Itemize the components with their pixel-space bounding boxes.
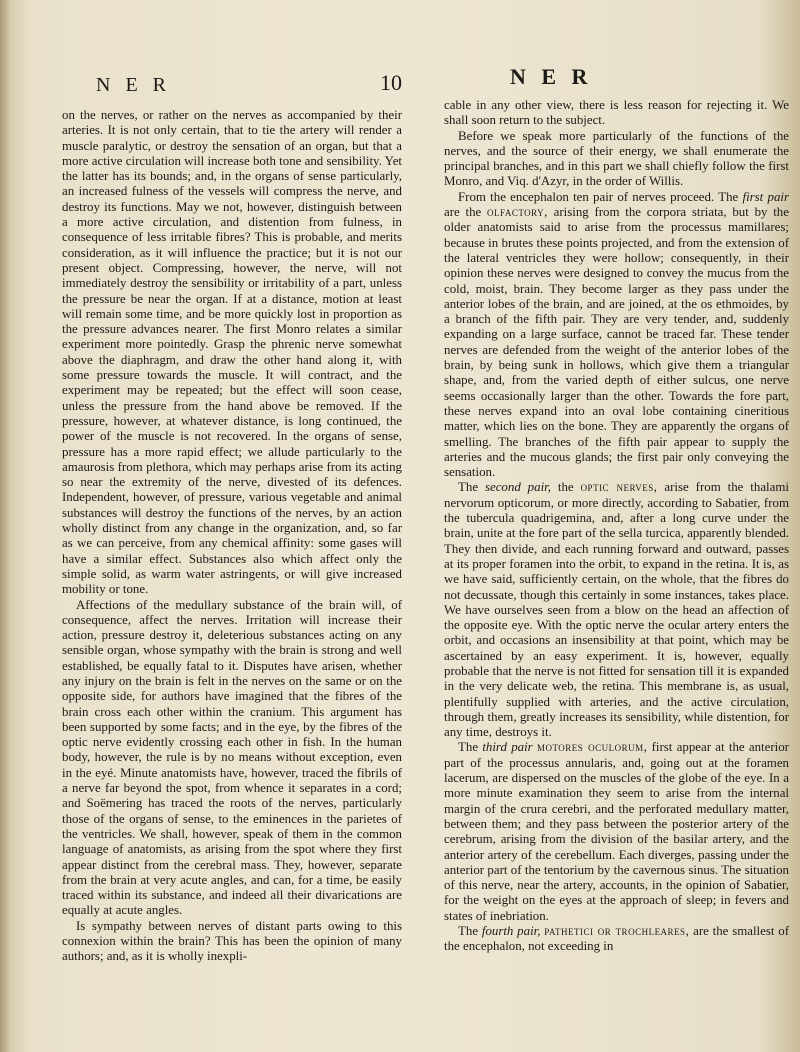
pathetici-term: pathetici or trochleares,	[544, 924, 690, 939]
olfactory-term: olfactory,	[486, 205, 548, 220]
fourth-pair-label: fourth pair,	[481, 924, 541, 939]
text-run: first appear at the anterior part of the processus annularis, and, going out at the foramen lacerum, are dispersed on the muscles of the globe of the eye. In a more minute examination they seem to arise from the internal margin of the crura cerebri, and the perforated medullary matter, between them; and they pass between the posterior artery of the cerebrum, arising from the division of the basilar artery, and the anterior artery of the cerebellum. Each diverges, passing under the anterior part of the tentorium by the cavernous sinus. The situation of this nerve, near the artery, accounts, in the opinion of Sabatier, for the weight on the eyes at the approach of sleep; in fevers and states of inebriation.	[444, 740, 789, 923]
running-header	[0, 62, 800, 102]
text-run: The	[458, 740, 479, 755]
right-paragraph-olfactory	[444, 190, 789, 481]
motores-term: motores oculorum,	[536, 740, 648, 755]
second-pair-label: second pair,	[484, 480, 551, 495]
text-run: arise from the thalami nervorum opticorum, or more directly, according to Sabatier, from the tubercula quadrigemina, and, after a long curve under the brain, unite at the fore part of the sella turcica, apparently blended. They then divide, and each running forward and outward, passes at its proper foramen into the orbit, to expand in the retina. It is, as we have said, sufficiently certain, on the whole, that the fibres do not decussate, though this certainly in some instances, takes place. We have ourselves seen from a blow on the head an affection of the opposite eye. With the optic nerve the ocular artery enters the orbit, and occasions an insensibility at that point, which may be ascertained by an easy experiment. It is, however, equally probable that the nerve is not fitted for sensation till it is expanded in the very delicate web, the retina. This membrane is, as usual, plentifully supplied with arteries, and the active circulation, through them, greatly increases its sensibility, while distention, for any time, destroys it.	[444, 480, 789, 740]
text-run: arising from the corpora striata, but by the older anatomists said to arise from the processus mamillares; because in brutes these points projected, and from the extension of the lateral ventricles they were hollow; consequently, in their opinion these nerves were designed to convey the mucus from the cold, moist, brain. They become larger as they pass under the anterior lobes of the brain, and are joined, at the os ethmoides, by a branch of the fifth pair. They are very tender, and, suddenly expanding on a large surface, cannot be traced far. These tender nerves are defended from the weight of the anterior lobes of the brain, by being sunk in hollows, which give them a triangular shape, and, from the varied depth of either sulcus, one nerve seems occasionally larger than the other. Towards the fore part, these nerves expand into an oval lobe containing cineritious matter, which lies on the bone. They are apparently the organs of smelling. The branches of the fifth pair appear to supply the arteries and the mucous glands; the first pair only conveying the sensation.	[444, 205, 789, 480]
text-run: The	[458, 924, 479, 939]
right-paragraph-1: cable in any other view, there is less reason for rejecting it. We shall soon return to the subject.	[444, 98, 789, 128]
right-paragraph-fourth-pair	[444, 924, 789, 955]
text-run: are the smallest of the encephalon, not exceeding in	[444, 924, 789, 954]
header-right-title: N E R	[510, 64, 593, 89]
right-column	[444, 98, 789, 955]
header-left-title: N E R	[96, 74, 171, 96]
text-run: The	[458, 480, 479, 495]
left-column	[62, 108, 402, 965]
third-pair-label: third pair	[482, 740, 533, 755]
left-paragraph-1: on the nerves, or rather on the nerves as accompanied by their arteries. It is not only certain, that to tie the artery will render a muscle paralytic, or destroy the sensation of an organ, but that a more active circulation will increase both tone and sensibility. Yet the latter has its bounds; and, in the organs of sense particularly, an increased fulness of the vessels will compress the nerve, and destroy its functions. May we not, however, distinguish between a more active circulation, and distention from fulness, in consequence of less irritable fibres? This is probable, and merits consideration, as it will influence the practice; but it is not our present object. Compressing, however, the nerve, will not immediately destroy the sensibility or irritability of a part, unless the pressure be near the organ. If at a distance, motion at least will remain some time, and be more quickly lost in proportion as the pressure advances nearer. The first Monro relates a similar experiment more pointedly. Grasp the phrenic nerve somewhat above the diaphragm, and draw the other hand along it, with some pressure towards the muscle. It will contract, and the experiment may be repeated; but the effect will soon cease, unless the pressure from the hand above be removed. If the pressure, however, at whatever distance, is long continued, the power of the muscle is not recovered. In the organs of sense, pressure has a more rapid effect; we allude particularly to the amaurosis from plethora, which may perhaps arise from its acting so near the extremity of the nerve, divested of its defences. Independent, however, of pressure, various vegetable and animal substances will destroy the functions of the nerves, by an action wholly distinct from any change in the organization, and, so far as we can perceive, from any chemical affinity: some gases will have a similar effect. Substances also which affect only the simple solid, as warm water astringents, or will give increased mobility or tone.	[62, 108, 402, 597]
right-paragraph-optic	[444, 480, 789, 740]
right-paragraph-third-pair	[444, 740, 789, 924]
text-run: the	[557, 480, 574, 495]
page-edge-shadow	[0, 0, 10, 1052]
left-paragraph-3: Is sympathy between nerves of distant parts owing to this connexion within the brain? This has been the opinion of many authors; and, as it is wholly inexpli-	[62, 918, 402, 964]
text-run: From the encephalon ten pair of nerves proceed. The	[458, 189, 739, 204]
right-paragraph-2: Before we speak more particularly of the functions of the nerves, and the source of their energy, we shall enumerate the principal branches, and in this part we shall chiefly follow the first Monro, and Viq. d'Azyr, in the order of Willis.	[444, 128, 789, 189]
first-pair-label: first pair	[742, 189, 789, 204]
page-number: 10	[380, 70, 402, 95]
optic-term: optic nerves,	[580, 480, 658, 495]
left-paragraph-2: Affections of the medullary substance of the brain will, of consequence, affect the nerves. Irritation will increase their action, pressure destroy it, deleterious substances acting on any sensible organ, whose sympathy with the brain is strong and well established, be equally fatal to it. Disputes have arisen, whether any injury on the brain is felt in the nerves on the same or on the opposite side, for authors have imagined that the fibres of the brain cross each other within the cranium. This argument has been supported by some facts; and in the eye, by the fibres of the optic nerve evidently crossing each other in fish. In the human body, however, the rule is by no means without exception, even in the eyé. Minute anatomists have, however, traced the fibrils of a nerve far beyond the spot, from whence it separates in a cord; and Soëmering has traced the roots of the nerves, particularly those of the organs of sense, to the eminences in the parietes of the ventricles. We shall, however, speak of them in the common language of anatomists, as arising from the spot where they first appear distinct from the cerebral mass. They, however, separate from the brain at very acute angles, and can, for a time, be easily traced within its substance, and indeed all their divarications are equally at acute angles.	[62, 597, 402, 918]
text-run: are the	[444, 205, 482, 220]
